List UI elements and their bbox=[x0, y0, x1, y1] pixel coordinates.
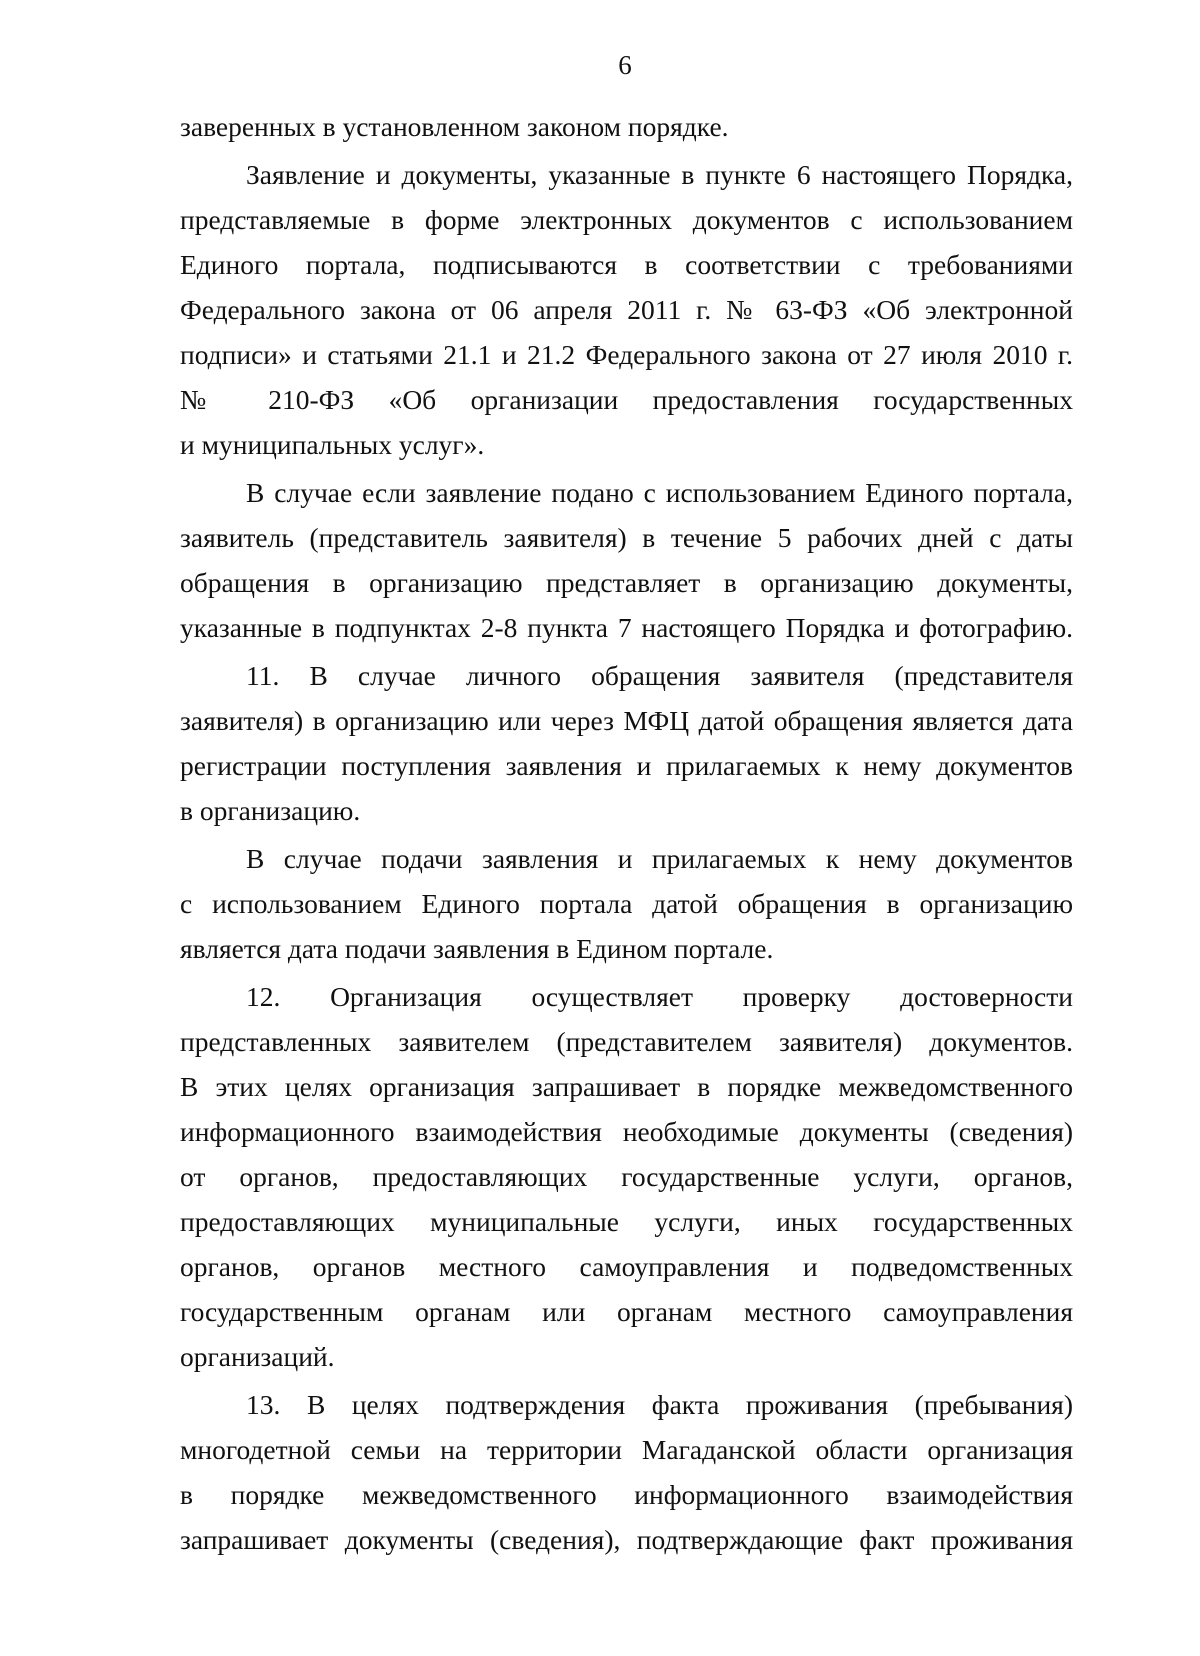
text-line bbox=[180, 974, 1073, 1019]
text-line bbox=[180, 698, 1073, 743]
text-line-content: Федерального закона от 06 апреля 2011 г. № 63-ФЗ «Об электронной bbox=[180, 294, 1073, 325]
text-line-content: в порядке межведомственного информационного взаимодействия bbox=[180, 1479, 1073, 1510]
text-line bbox=[180, 470, 1073, 515]
text-line-content: 13. В целях подтверждения факта проживания (пребывания) bbox=[246, 1389, 1073, 1420]
text-line-content: В случае если заявление подано с использованием Единого портала, bbox=[246, 477, 1073, 508]
text-line bbox=[180, 515, 1073, 560]
text-line bbox=[180, 1244, 1073, 1289]
text-line-content: указанные в подпунктах 2-8 пункта 7 настоящего Порядка и фотографию. bbox=[180, 612, 1073, 643]
text-line bbox=[180, 560, 1073, 605]
text-line-content: подписи» и статьями 21.1 и 21.2 Федерального закона от 27 июля 2010 г. bbox=[180, 339, 1073, 370]
text-line-content: № 210-ФЗ «Об организации предоставления государственных bbox=[180, 384, 1073, 415]
text-line-content: Заявление и документы, указанные в пункте 6 настоящего Порядка, bbox=[246, 159, 1073, 190]
text-line bbox=[180, 1427, 1073, 1472]
text-line-content: от органов, предоставляющих государственные услуги, органов, bbox=[180, 1161, 1073, 1192]
text-line bbox=[180, 1154, 1073, 1199]
text-line-content: является дата подачи заявления в Едином портале. bbox=[180, 933, 774, 964]
text-line bbox=[180, 1064, 1073, 1109]
text-line-content: обращения в организацию представляет в организацию документы, bbox=[180, 567, 1073, 598]
text-line-content: заявителя) в организацию или через МФЦ датой обращения является дата bbox=[180, 705, 1073, 736]
text-line bbox=[180, 104, 1073, 149]
text-line-content: регистрации поступления заявления и прилагаемых к нему документов bbox=[180, 750, 1073, 781]
text-line-content: 12. Организация осуществляет проверку достоверности bbox=[246, 981, 1073, 1012]
text-line bbox=[180, 1199, 1073, 1244]
text-line bbox=[180, 1019, 1073, 1064]
text-line bbox=[180, 743, 1073, 788]
text-line-content: предоставляющих муниципальные услуги, иных государственных bbox=[180, 1206, 1073, 1237]
text-line-content: Единого портала, подписываются в соответствии с требованиями bbox=[180, 249, 1073, 280]
text-line bbox=[180, 332, 1073, 377]
text-line bbox=[180, 1334, 1073, 1379]
text-line-content: представляемые в форме электронных документов с использованием bbox=[180, 204, 1073, 235]
text-line bbox=[180, 422, 1073, 467]
text-line-content: организаций. bbox=[180, 1341, 335, 1372]
text-line bbox=[180, 653, 1073, 698]
page-number: 6 bbox=[618, 50, 632, 80]
text-line-content: В этих целях организация запрашивает в порядке межведомственного bbox=[180, 1071, 1073, 1102]
text-line bbox=[180, 1517, 1073, 1562]
text-line bbox=[180, 926, 1073, 971]
text-line bbox=[180, 197, 1073, 242]
text-line-content: многодетной семьи на территории Магаданской области организация bbox=[180, 1434, 1073, 1465]
text-line bbox=[180, 242, 1073, 287]
text-line bbox=[180, 788, 1073, 833]
text-line-content: запрашивает документы (сведения), подтверждающие факт проживания bbox=[180, 1524, 1073, 1555]
text-line bbox=[180, 377, 1073, 422]
document-body bbox=[180, 104, 1073, 1562]
text-line-content: информационного взаимодействия необходимые документы (сведения) bbox=[180, 1116, 1073, 1147]
text-line bbox=[180, 152, 1073, 197]
text-line-content: в организацию. bbox=[180, 795, 361, 826]
text-line bbox=[180, 287, 1073, 332]
text-line-content: и муниципальных услуг». bbox=[180, 429, 485, 460]
text-line-content: органов, органов местного самоуправления и подведомственных bbox=[180, 1251, 1073, 1282]
text-line-content: 11. В случае личного обращения заявителя (представителя bbox=[246, 660, 1073, 691]
text-line bbox=[180, 836, 1073, 881]
text-line bbox=[180, 1382, 1073, 1427]
text-line-content: заверенных в установленном законом порядке. bbox=[180, 111, 729, 142]
text-line-content: с использованием Единого портала датой обращения в организацию bbox=[180, 888, 1073, 919]
text-line-content: В случае подачи заявления и прилагаемых к нему документов bbox=[246, 843, 1073, 874]
text-line-content: заявитель (представитель заявителя) в течение 5 рабочих дней с даты bbox=[180, 522, 1073, 553]
text-line-content: представленных заявителем (представителем заявителя) документов. bbox=[180, 1026, 1073, 1057]
text-line bbox=[180, 881, 1073, 926]
text-line bbox=[180, 605, 1073, 650]
text-line bbox=[180, 1109, 1073, 1154]
text-line bbox=[180, 1289, 1073, 1334]
text-line-content: государственным органам или органам местного самоуправления bbox=[180, 1296, 1073, 1327]
text-line bbox=[180, 1472, 1073, 1517]
